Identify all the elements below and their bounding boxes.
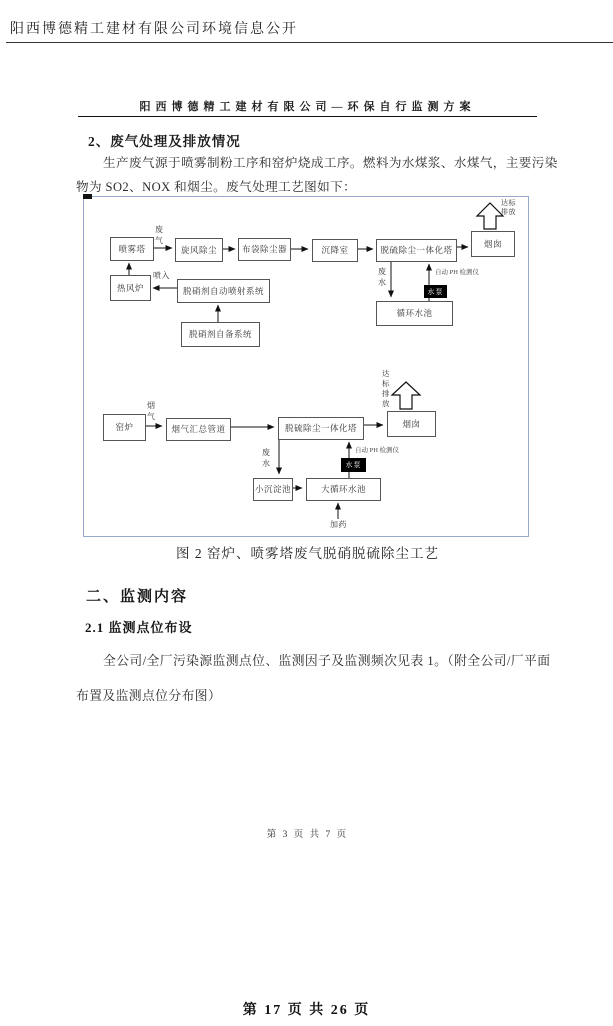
header-rule bbox=[6, 42, 613, 43]
node-chimney-bottom: 烟囱 bbox=[387, 411, 436, 437]
paragraph-1-line-2: 物为 SO2、NOX 和烟尘。废气处理工艺图如下： bbox=[76, 180, 357, 194]
company-header: 阳西博德精工建材有限公司环境信息公开 bbox=[10, 22, 298, 37]
doc-header-title: 阳西博德精工建材有限公司—环保自行监测方案 bbox=[139, 101, 476, 113]
paragraph-1-line-1: 生产废气源于喷雾制粉工序和窑炉烧成工序。燃料为水煤浆、水煤气，主要污染 bbox=[103, 156, 558, 170]
doc-header-rule bbox=[78, 116, 537, 117]
node-desulf-tower-top: 脱硫除尘一体化塔 bbox=[376, 239, 457, 262]
node-hot-air-furnace: 热风炉 bbox=[110, 275, 151, 301]
node-desulf-tower-bottom: 脱硫除尘一体化塔 bbox=[278, 417, 364, 440]
node-spray-tower: 喷雾塔 bbox=[110, 237, 154, 261]
label-ph-monitor-top: 自动 PH 检测仪 bbox=[435, 269, 480, 276]
label-flue-gas: 烟气 bbox=[147, 401, 156, 421]
node-denitration-injection-system: 脱硝剂自动喷射系统 bbox=[177, 279, 270, 303]
label-waste-gas-top: 废气 bbox=[155, 225, 164, 245]
node-big-circulating-pool: 大循环水池 bbox=[306, 478, 381, 501]
label-standard-discharge-top: 达标排放 bbox=[501, 199, 516, 216]
node-kiln: 窑炉 bbox=[103, 414, 146, 441]
node-water-pump-top: 水泵 bbox=[424, 285, 447, 298]
node-settling-chamber: 沉降室 bbox=[312, 239, 358, 262]
section-2-heading: 2、废气处理及排放情况 bbox=[88, 134, 241, 149]
node-chimney-top: 烟囱 bbox=[471, 231, 515, 257]
viewer-page-number: 第 17 页 共 26 页 bbox=[242, 1003, 371, 1018]
label-waste-water-top: 废水 bbox=[378, 267, 387, 287]
label-dosing: 加药 bbox=[330, 520, 347, 529]
label-spray-in: 喷入 bbox=[153, 271, 170, 280]
node-denitration-supply-system: 脱硝剂自备系统 bbox=[181, 322, 260, 347]
label-ph-monitor-bottom: 自动 PH 检测仪 bbox=[355, 447, 400, 454]
figure-caption: 图 2 窑炉、喷雾塔废气脱硝脱硫除尘工艺 bbox=[176, 546, 439, 561]
label-waste-water-bottom: 废水 bbox=[262, 448, 271, 468]
section-main-heading: 二、监测内容 bbox=[86, 589, 189, 605]
node-circulating-pool: 循环水池 bbox=[376, 301, 453, 326]
paragraph-2-line-2: 布置及监测点位分布图） bbox=[76, 689, 222, 703]
node-flue-gas-pipeline: 烟气汇总管道 bbox=[166, 418, 231, 441]
label-standard-discharge-bottom: 达标排放 bbox=[382, 369, 390, 408]
flowchart-figure bbox=[83, 196, 529, 537]
node-bag-filter: 布袋除尘器 bbox=[238, 238, 291, 261]
paragraph-2-line-1: 全公司/全厂污染源监测点位、监测因子及监测频次见表 1。（附全公司/厂平面 bbox=[103, 654, 551, 668]
doc-page-number: 第 3 页 共 7 页 bbox=[266, 830, 349, 840]
node-small-sedimentation-pool: 小沉淀池 bbox=[253, 478, 293, 501]
node-water-pump-bottom: 水泵 bbox=[341, 458, 366, 472]
section-2-1-heading: 2.1 监测点位布设 bbox=[85, 620, 193, 635]
node-cyclone-dust-collector: 旋风除尘 bbox=[175, 238, 223, 262]
